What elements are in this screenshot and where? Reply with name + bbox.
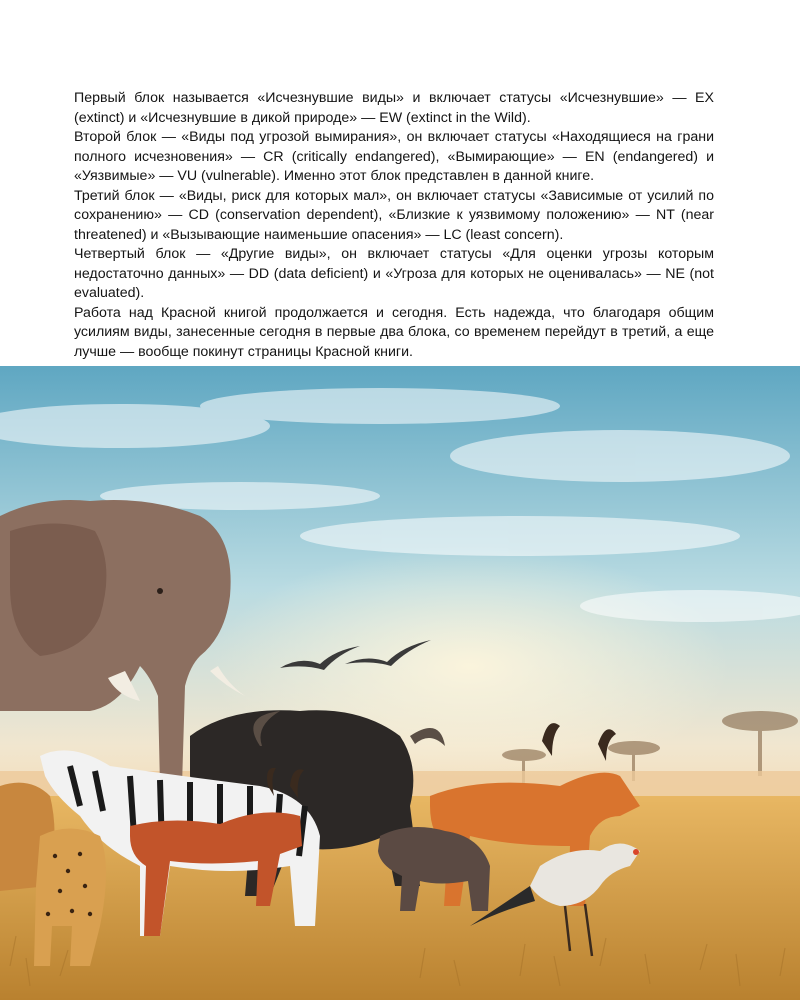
paragraph-extinct: Первый блок называется «Исчезнувшие виды» и включает статусы «Исчезнувшие» — EX (extinct) и «Исчезнувшие в дикой природе» — EW (extinct in the Wild).	[74, 90, 714, 126]
savanna-animals-illustration	[0, 366, 800, 1000]
paragraph-conclusion: Работа над Красной книгой продолжается и сегодня. Есть надежда, что благодаря общим усилиям виды, занесенные сегодня в первые два блока, со временем перейдут в третий, а еще лучше — вообще покинут страницы Красной книги.	[74, 304, 714, 360]
body-text	[74, 89, 714, 362]
paragraph-endangered: Второй блок — «Виды под угрозой вымирания», он включает статусы «Находящиеся на грани полного исчезновения» — CR (critically endangered), «Вымирающие» — EN (endangered) и «Уязвимые» — VU (vulnerable). Именно этот блок представлен в данной книге.	[74, 129, 714, 184]
paragraph-low-risk: Третий блок — «Виды, риск для которых мал», он включает статусы «Зависимые от усилий по сохранению» — CD (conservation dependent), «Близкие к уязвимому положению» — NT (near threatened) и «Вызывающие наименьшие опасения» — LC (least concern).	[74, 187, 714, 243]
paragraph-other: Четвертый блок — «Другие виды», он включает статусы «Для оценки угрозы которым недостаточно данных» — DD (data deficient) и «Угроза для которых не оценивалась» — NE (not evaluated).	[74, 246, 714, 301]
